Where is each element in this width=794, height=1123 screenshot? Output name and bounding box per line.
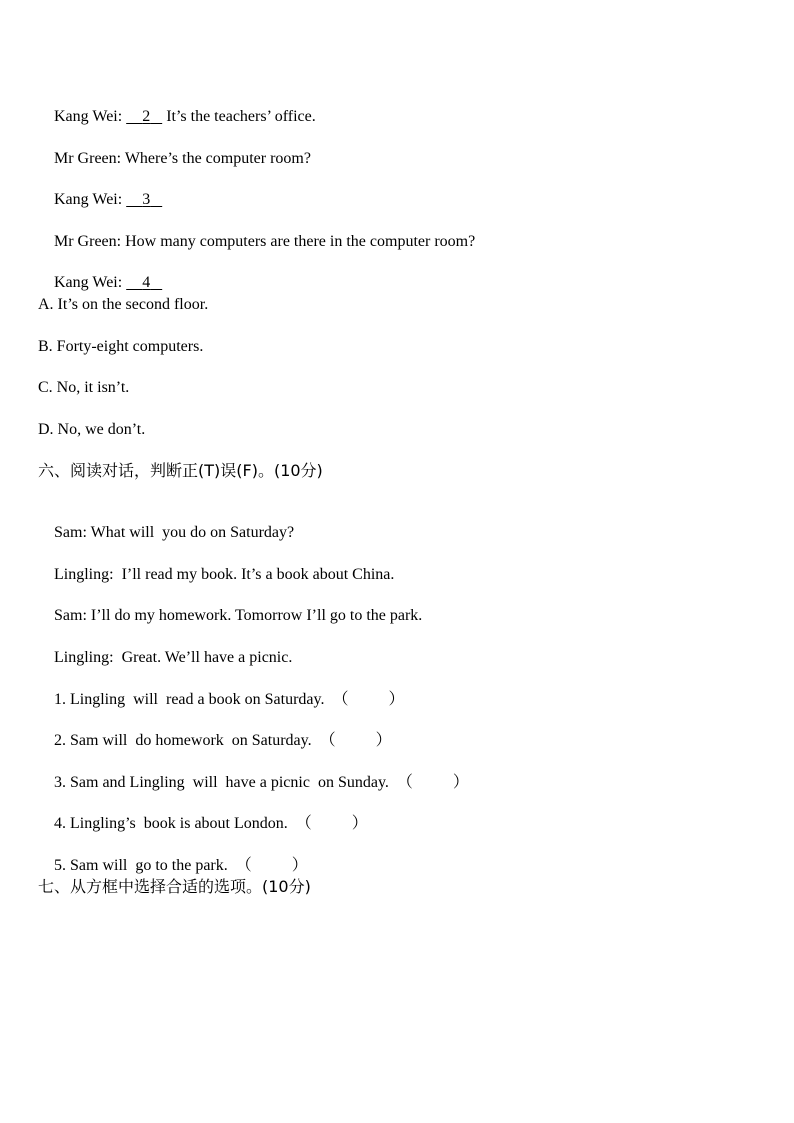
statement-2: [38, 711, 392, 749]
dialogue-text: Where’s the computer room?: [124, 150, 311, 167]
dialogue-line: [38, 545, 395, 583]
dialogue-text: How many computers are there in the computer room?: [125, 233, 476, 250]
answer-parentheses[interactable]: （ ）: [235, 857, 308, 874]
statement-3: [38, 753, 469, 791]
speaker: Sam:: [54, 524, 87, 541]
answer-blank: 2: [142, 108, 151, 125]
speaker: Mr Green:: [54, 233, 122, 250]
dialogue-text: I’ll do my homework. Tomorrow I’ll go to the park.: [90, 607, 423, 624]
statement-text: 5. Sam will go to the park.: [54, 857, 228, 874]
statement-1: [38, 670, 405, 708]
speaker: Kang Wei:: [54, 108, 123, 125]
option-b: B. Forty-eight computers.: [38, 338, 204, 355]
speaker: Kang Wei:: [54, 191, 123, 208]
dialogue-line: [38, 212, 476, 250]
dialogue-line: [38, 253, 162, 291]
dialogue-text: I’ll read my book. It’s a book about China.: [117, 566, 395, 583]
statement-text: 2. Sam will do homework on Saturday.: [54, 732, 312, 749]
speaker: Lingling:: [54, 649, 114, 666]
statement-4: [38, 794, 368, 832]
option-d: D. No, we don’t.: [38, 421, 146, 438]
dialogue-line: [38, 628, 293, 666]
speaker: Kang Wei:: [54, 274, 123, 291]
speaker: Lingling:: [54, 566, 114, 583]
answer-parentheses[interactable]: （ ）: [295, 815, 368, 832]
answer-blank: 4: [142, 274, 151, 291]
answer-parentheses[interactable]: （ ）: [396, 774, 469, 791]
dialogue-text: What will you do on Saturday?: [90, 524, 295, 541]
statement-text: 3. Sam and Lingling will have a picnic on Sunday.: [54, 774, 389, 791]
dialogue-line: [38, 87, 316, 125]
option-a: A. It’s on the second floor.: [38, 296, 209, 313]
dialogue-line: [38, 170, 162, 208]
statement-text: 1. Lingling will read a book on Saturday.: [54, 691, 325, 708]
option-c: C. No, it isn’t.: [38, 379, 130, 396]
speaker: Sam:: [54, 607, 87, 624]
section-6-title: 六、阅读对话，判断正(T)误(F)。(10分): [38, 461, 323, 480]
answer-parentheses[interactable]: （ ）: [332, 691, 405, 708]
answer-blank: 3: [142, 191, 151, 208]
statement-text: 4. Lingling’s book is about London.: [54, 815, 288, 832]
dialogue-line: [38, 586, 423, 624]
dialogue-text: Great. We’ll have a picnic.: [117, 649, 293, 666]
section-7-title: 七、从方框中选择合适的选项。(10分): [38, 877, 311, 896]
answer-parentheses[interactable]: （ ）: [319, 732, 392, 749]
dialogue-line: [38, 503, 295, 541]
speaker: Mr Green:: [54, 150, 122, 167]
statement-5: [38, 836, 308, 874]
dialogue-line: [38, 129, 311, 167]
dialogue-text: It’s the teachers’ office.: [166, 108, 316, 125]
